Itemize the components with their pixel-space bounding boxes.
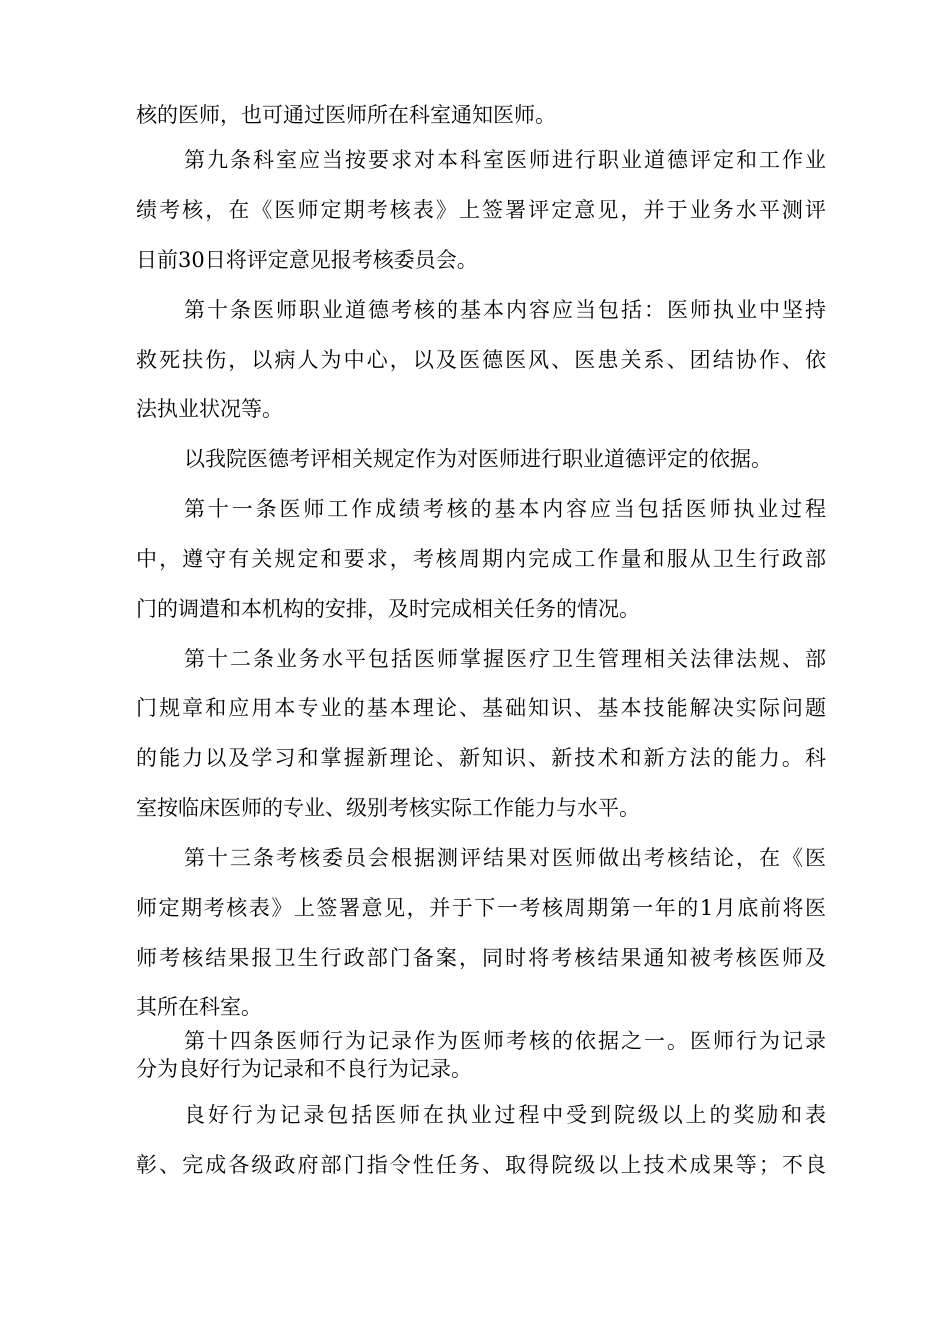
text-line-13: 门规章和应用本专业的基本理论、基础知识、基本技能解决实际问题 (136, 696, 826, 720)
text-line-18: 师考核结果报卫生行政部门备案，同时将考核结果通知被考核医师及 (136, 946, 826, 970)
text-line-3: 绩考核，在《医师定期考核表》上签署评定意见，并于业务水平测评 (136, 198, 826, 222)
text-line-4: 日前30日将评定意见报考核委员会。 (136, 248, 478, 272)
text-line-14: 的能力以及学习和掌握新理论、新知识、新技术和新方法的能力。科 (136, 746, 826, 770)
text-line-1: 核的医师，也可通过医师所在科室通知医师。 (136, 103, 556, 127)
text-line-12: 第十二条业务水平包括医师掌握医疗卫生管理相关法律法规、部 (184, 647, 826, 671)
text-line-6: 救死扶伤，以病人为中心，以及医德医风、医患关系、团结协作、依 (136, 348, 826, 372)
text-line-19: 其所在科室。 (136, 995, 262, 1019)
text-line-2: 第九条科室应当按要求对本科室医师进行职业道德评定和工作业 (184, 148, 826, 172)
text-line-22: 良好行为记录包括医师在执业过程中受到院级以上的奖励和表 (184, 1103, 826, 1127)
text-line-11: 门的调遣和本机构的安排，及时完成相关任务的情况。 (136, 597, 640, 621)
text-line-17: 师定期考核表》上签署意见，并于下一考核周期第一年的1月底前将医 (136, 896, 826, 920)
text-line-21: 分为良好行为记录和不良行为记录。 (136, 1057, 472, 1081)
text-line-10: 中，遵守有关规定和要求，考核周期内完成工作量和服从卫生行政部 (136, 547, 826, 571)
text-line-15: 室按临床医师的专业、级别考核实际工作能力与水平。 (136, 796, 640, 820)
text-line-20: 第十四条医师行为记录作为医师考核的依据之一。医师行为记录 (184, 1029, 826, 1053)
text-line-7: 法执业状况等。 (136, 397, 283, 421)
text-line-23: 彰、完成各级政府部门指令性任务、取得院级以上技术成果等；不良 (136, 1153, 826, 1177)
text-line-16: 第十三条考核委员会根据测评结果对医师做出考核结论，在《医 (184, 846, 826, 870)
text-line-8: 以我院医德考评相关规定作为对医师进行职业道德评定的依据。 (184, 447, 772, 471)
text-line-9: 第十一条医师工作成绩考核的基本内容应当包括医师执业过程 (184, 497, 826, 521)
text-line-5: 第十条医师职业道德考核的基本内容应当包括：医师执业中坚持 (184, 298, 826, 322)
